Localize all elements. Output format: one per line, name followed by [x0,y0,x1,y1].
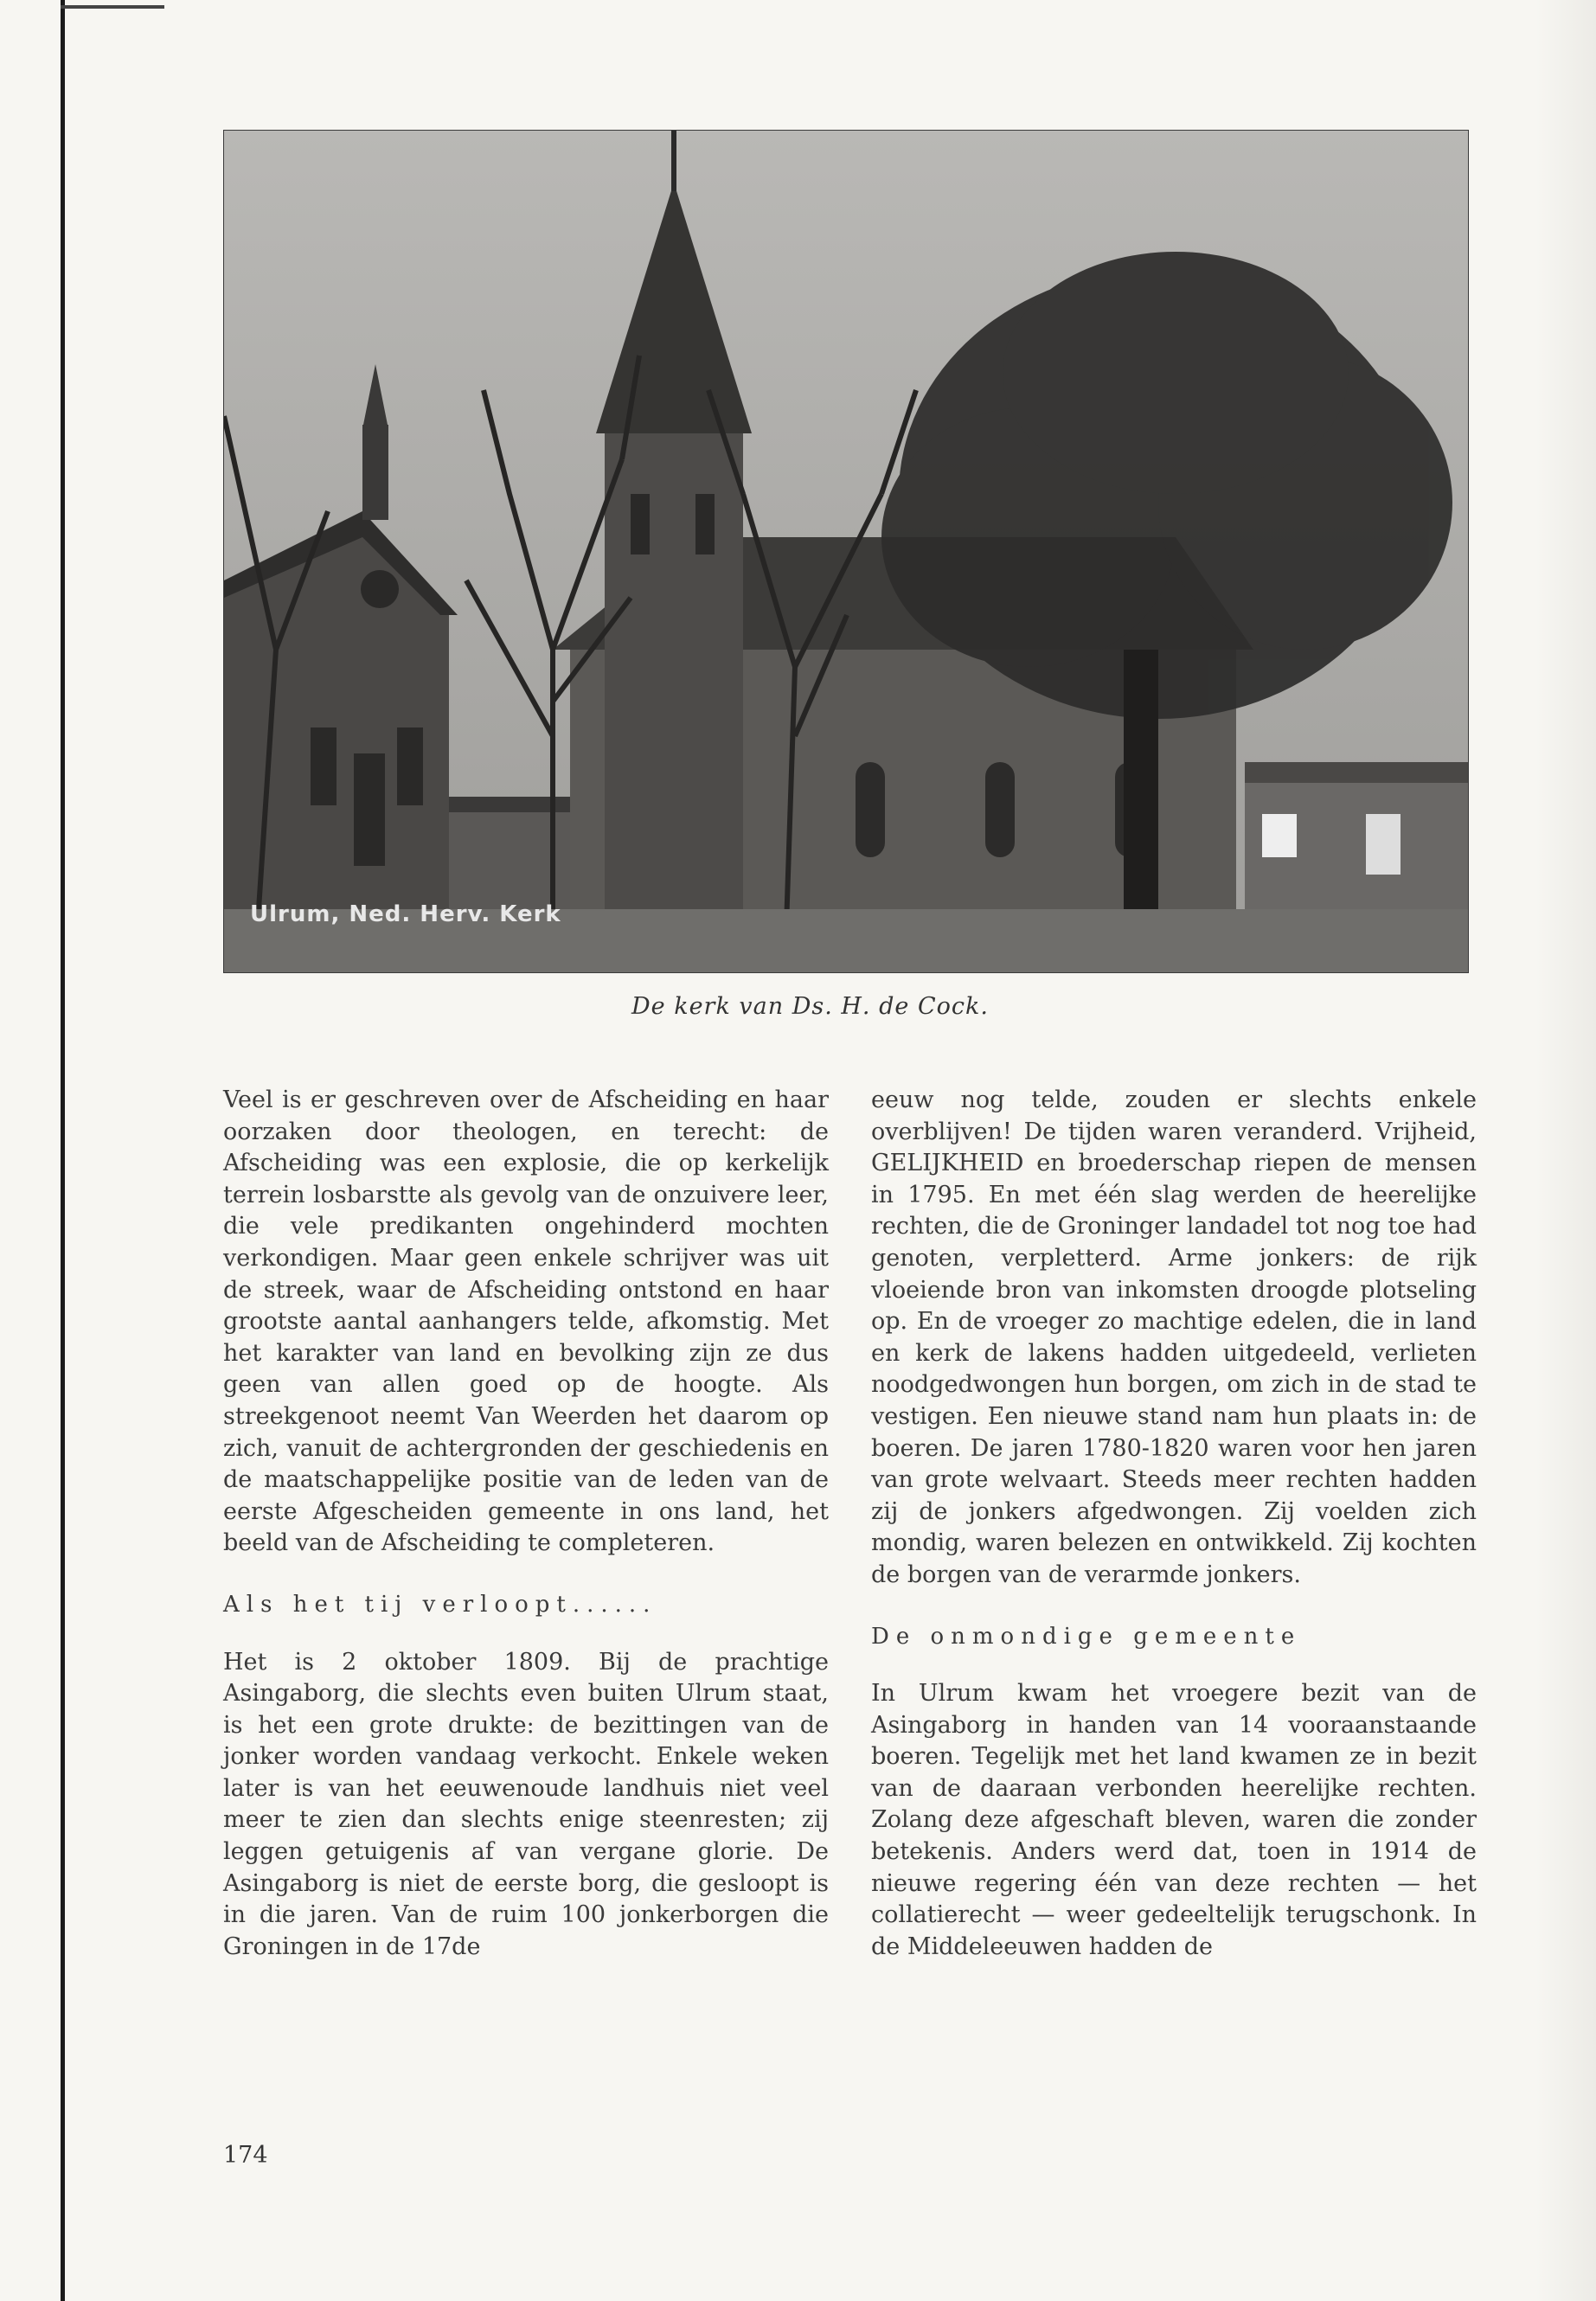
right-window [1366,814,1401,875]
left-window [311,727,337,805]
small-house-roof [449,797,579,812]
scan-shade [1535,0,1596,2301]
paragraph: Veel is er geschreven over de Afscheiding en haar oorzaken door theologen, en terecht: de Afscheiding was een explosie, die op kerkelijk terrein losbarstte als gevolg van de onzuivere leer, die vele predikanten ongehinderd mochten verkondigen. Maar geen enkele schrijver was uit de streek, waar de Afscheiding ontstond en haar grootste aantal aanhangers telde, afkomstig. Met het karakter van land en bevolking zijn ze dus geen van allen goed op de hoogte. Als streekgenoot neemt Van Weerden het daarom op zich, vanuit de achtergronden der geschiedenis en de maatschappelijke positie van de leden van de eerste Afgescheiden gemeente in ons land, het beeld van de Afscheiding te completeren. [223,1086,829,1557]
section-heading: Als het tij verloopt...... [223,1591,657,1618]
paragraph: eeuw nog telde, zouden er slechts enkele overblijven! De tijden waren veranderd. Vrijheid, GELIJKHEID en broederschap riepen de mensen in 1795. En met één slag werden de heerelijke rechten, die de Groninger landadel tot nog toe had genoten, verpletterd. Arme jonkers: de rijk vloeiende bron van inkomsten droogde plotseling op. En de vroeger zo machtige edelen, die in land en kerk de lakens hadden uitgedeeld, verlieten noodgedwongen hun borgen, om zich in de stad te vestigen. Een nieuwe stand nam hun plaats in: de boeren. De jaren 1780-1820 waren voor hen jaren van grote welvaart. Steeds meer rechten hadden zij de jonkers afgedwongen. Zij voelden zich mondig, waren belezen en ontwikkeld. Zij kochten de borgen van de verarmde jonkers. [871,1086,1477,1588]
section-heading: De onmondige gemeente [871,1623,1302,1650]
right-window [1262,814,1297,857]
large-tree-trunk [1124,650,1158,926]
church-illustration [224,131,1468,972]
church-photo [223,130,1469,973]
rose-window [361,570,399,608]
church-window [985,762,1015,857]
small-house [449,805,579,909]
photo-caption: De kerk van Ds. H. de Cock. [631,993,989,1020]
page-number: 174 [223,2142,268,2169]
tower-window [631,494,650,554]
spire-cross [671,131,676,191]
left-column [223,1085,829,1963]
tower-window [695,494,715,554]
right-column [871,1085,1477,1963]
church-tower [605,425,743,918]
left-window [397,727,423,805]
church-window [856,762,885,857]
photo-label: Ulrum, Ned. Herv. Kerk [250,901,561,927]
scan-mark [61,5,164,9]
left-door [354,753,385,866]
paragraph: In Ulrum kwam het vroegere bezit van de Asingaborg in handen van 14 vooraanstaande boeren. Tegelijk met het land kwamen ze in bezit van de daaraan verbonden heerelijke rechten. Zolang deze afgeschaft bleven, waren die zonder betekenis. Anders werd dat, toen in 1914 de nieuwe regering één van deze rechten — het collatierecht — weer gedeeltelijk terugschonk. In de Middeleeuwen hadden de [871,1680,1477,1960]
paragraph: Het is 2 oktober 1809. Bij de prachtige Asingaborg, die slechts even buiten Ulrum staat, is het een grote drukte: de bezittingen van de jonker worden vandaag verkocht. Enkele weken later is van het eeuwenoude landhuis niet veel meer te zien dan slechts enige steenresten; zij leggen getuigenis af van vergane glorie. De Asingaborg is niet de eerste borg, die gesloopt is in die jaren. Van de ruim 100 jonkerborgen die Groningen in de 17de [223,1648,829,1960]
right-house-roof [1245,762,1468,783]
left-house-turret [362,425,388,520]
page-binding-edge [61,0,65,2301]
